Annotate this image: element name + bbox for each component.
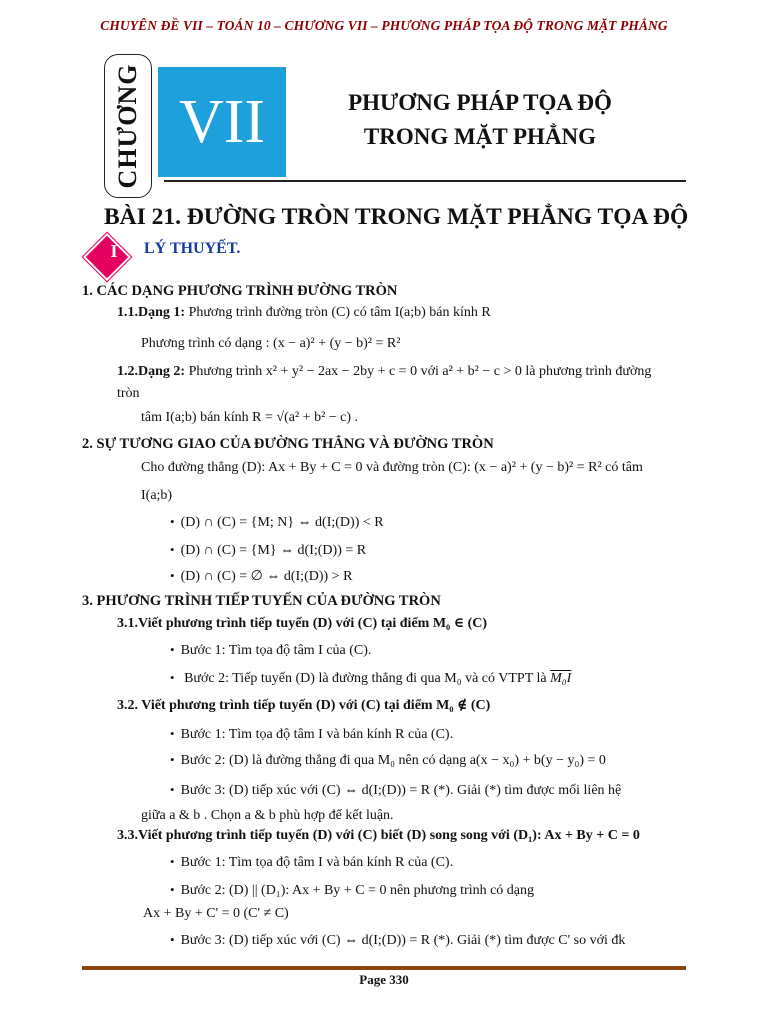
s1-1-form: Phương trình có dạng : (x − a)² + (y − b)² = R² <box>141 336 401 351</box>
s2-bullet-1: • (D) ∩ (C) = {M; N} ⇔ d(I;(D)) < R <box>170 514 384 531</box>
chapter-title-line1: PHƯƠNG PHÁP TỌA ĐỘ <box>348 90 612 115</box>
chapter-number: VII <box>178 88 266 156</box>
s2-bullet-3: • (D) ∩ (C) = ∅ ⇔ d(I;(D)) > R <box>170 568 352 585</box>
s3-3-bullet-1: • Bước 1: Tìm tọa độ tâm I và bán kính R của (C). <box>170 854 453 871</box>
s3-3-bullet-2-cont: Ax + By + C' = 0 (C' ≠ C) <box>143 906 289 921</box>
chapter-word-box <box>104 54 152 198</box>
running-header: CHUYÊN ĐỀ VII – TOÁN 10 – CHƯƠNG VII – PHƯƠNG PHÁP TỌA ĐỘ TRONG MẶT PHẲNG <box>100 18 668 33</box>
s1-2-label: 1.2.Dạng 2: <box>117 364 186 379</box>
chapter-title-line2: TRONG MẶT PHẲNG <box>363 124 597 149</box>
section-label: LÝ THUYẾT. <box>144 240 241 257</box>
s3-3-bullet-2: • Bước 2: (D) || (D₁): Ax + By + C = 0 nên phương trình có dạng <box>170 882 534 899</box>
s1-1-label: 1.1.Dạng 1: <box>117 305 186 320</box>
s3-1-bullet-2-text: Bước 2: Tiếp tuyến (D) là đường thẳng đi qua M₀ và có VTPT là <box>184 671 547 686</box>
s3-2-bullet-1: • Bước 1: Tìm tọa độ tâm I và bán kính R của (C). <box>170 726 453 743</box>
chapter-number-box <box>158 67 286 177</box>
page-number: Page 330 <box>359 972 409 987</box>
s2-bullet-2: • (D) ∩ (C) = {M} ⇔ d(I;(D)) = R <box>170 542 366 559</box>
s3-2-heading: 3.2. Viết phương trình tiếp tuyến (D) với (C) tại điểm M₀ ∉ (C) <box>117 698 491 713</box>
lesson-title: BÀI 21. ĐƯỜNG TRÒN TRONG MẶT PHẲNG TỌA ĐỘ <box>104 204 689 230</box>
s1-2-center: tâm I(a;b) bán kính R = √(a² + b² − c) . <box>141 410 359 425</box>
section-3-heading: 3. PHƯƠNG TRÌNH TIẾP TUYẾN CỦA ĐƯỜNG TRÒN <box>82 593 441 609</box>
s3-2-bullet-2: • Bước 2: (D) là đường thẳng đi qua M₀ nên có dạng a(x − x₀) + b(y − y₀) = 0 <box>170 752 606 769</box>
s3-1-bullet-2 <box>170 670 571 687</box>
s3-1-heading: 3.1.Viết phương trình tiếp tuyến (D) với (C) tại điểm M₀ ∈ (C) <box>117 616 488 631</box>
chapter-word: CHƯƠNG <box>113 63 142 189</box>
s3-3-bullet-3: • Bước 3: (D) tiếp xúc với (C) ⇔ d(I;(D)) = R (*). Giải (*) tìm được C' so với đk <box>170 932 625 949</box>
section-2-heading: 2. SỰ TƯƠNG GIAO CỦA ĐƯỜNG THẲNG VÀ ĐƯỜNG TRÒN <box>82 436 494 452</box>
s1-2-line <box>117 364 651 380</box>
s2-given-cont: I(a;b) <box>141 488 173 503</box>
s3-1-bullet-1: • Bước 1: Tìm tọa độ tâm I của (C). <box>170 642 371 659</box>
s2-given: Cho đường thẳng (D): Ax + By + C = 0 và đường tròn (C): (x − a)² + (y − b)² = R² có tâm <box>141 460 643 475</box>
s1-2-text: Phương trình x² + y² − 2ax − 2by + c = 0 với a² + b² − c > 0 là phương trình đường <box>188 364 652 379</box>
s3-2-bullet-3-cont: giữa a & b . Chọn a & b phù hợp để kết luận. <box>141 808 394 823</box>
s1-2-cont: tròn <box>117 386 140 401</box>
s3-2-bullet-3: • Bước 3: (D) tiếp xúc với (C) ⇔ d(I;(D)) = R (*). Giải (*) tìm được mối liên hệ <box>170 782 621 799</box>
vector-m0i: M₀I <box>550 671 572 686</box>
s3-3-heading: 3.3.Viết phương trình tiếp tuyến (D) với (C) biết (D) song song với (D₁): Ax + By + C = 0 <box>117 828 640 843</box>
chapter-divider <box>164 180 686 182</box>
section-marker-letter: I <box>110 241 118 261</box>
s1-1-line <box>117 305 491 321</box>
s1-1-text: Phương trình đường tròn (C) có tâm I(a;b) bán kính R <box>188 305 491 320</box>
footer-rule <box>82 966 686 970</box>
section-1-heading: 1. CÁC DẠNG PHƯƠNG TRÌNH ĐƯỜNG TRÒN <box>82 283 398 299</box>
